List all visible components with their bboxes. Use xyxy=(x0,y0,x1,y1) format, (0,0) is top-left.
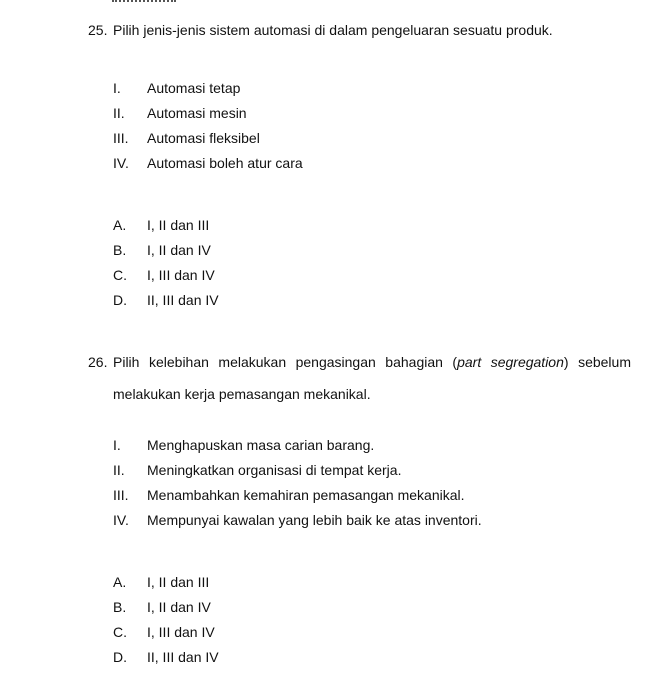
question-word: sebelum xyxy=(578,354,631,370)
statement-list xyxy=(0,76,645,176)
page-top-dotted-rule xyxy=(112,0,176,4)
question-text: Pilih jenis-jenis sistem automasi di dalam pengeluaran sesuatu produk. xyxy=(113,22,553,38)
statement-numeral: II. xyxy=(113,462,125,478)
option-letter: A. xyxy=(113,574,127,590)
answer-option[interactable] xyxy=(0,288,645,313)
option-text: I, II dan III xyxy=(147,217,210,233)
option-letter: B. xyxy=(113,242,127,258)
statement-item xyxy=(0,101,645,126)
option-letter: C. xyxy=(113,624,127,640)
option-text: I, II dan IV xyxy=(147,242,211,258)
statement-numeral: I. xyxy=(113,437,121,453)
statement-numeral: IV. xyxy=(113,512,129,528)
answer-option[interactable] xyxy=(0,570,645,595)
statement-item xyxy=(0,151,645,176)
statement-item xyxy=(0,458,645,483)
option-letter: A. xyxy=(113,217,127,233)
question-26-stem-line-1 xyxy=(0,346,645,378)
statement-text: Automasi tetap xyxy=(147,80,241,96)
answer-option[interactable] xyxy=(0,595,645,620)
statement-text: Automasi mesin xyxy=(147,105,247,121)
statement-text: Automasi boleh atur cara xyxy=(147,155,303,171)
statement-text: Menambahkan kemahiran pemasangan mekanikal. xyxy=(147,487,465,503)
option-text: I, III dan IV xyxy=(147,267,215,283)
question-25 xyxy=(0,14,645,313)
option-text: I, II dan IV xyxy=(147,599,211,615)
option-text: I, II dan III xyxy=(147,574,210,590)
question-number: 25. xyxy=(88,22,108,38)
question-26 xyxy=(0,346,645,670)
question-word: segregation) xyxy=(490,354,569,370)
statement-item xyxy=(0,76,645,101)
statement-text: Meningkatkan organisasi di tempat kerja. xyxy=(147,462,402,478)
question-word: pengasingan xyxy=(295,354,376,370)
statement-text: Menghapuskan masa carian barang. xyxy=(147,437,375,453)
option-text: II, III dan IV xyxy=(147,292,219,308)
statement-numeral: III. xyxy=(113,487,129,503)
question-25-stem xyxy=(0,14,645,46)
question-word: (part xyxy=(452,354,482,370)
statement-numeral: I. xyxy=(113,80,121,96)
question-number: 26. xyxy=(88,354,108,370)
answer-option[interactable] xyxy=(0,620,645,645)
option-letter: B. xyxy=(113,599,127,615)
option-text: II, III dan IV xyxy=(147,649,219,665)
statement-list xyxy=(0,433,645,533)
question-text-line-2: melakukan kerja pemasangan mekanikal. xyxy=(113,386,371,402)
question-word: kelebihan xyxy=(148,354,209,370)
statement-item xyxy=(0,433,645,458)
question-text-line-1 xyxy=(113,346,631,378)
statement-numeral: IV. xyxy=(113,155,129,171)
statement-text: Mempunyai kawalan yang lebih baik ke atas inventori. xyxy=(147,512,482,528)
question-word: melakukan xyxy=(218,354,287,370)
answer-option[interactable] xyxy=(0,263,645,288)
option-text: I, III dan IV xyxy=(147,624,215,640)
statement-numeral: III. xyxy=(113,130,129,146)
statement-numeral: II. xyxy=(113,105,125,121)
question-word: bahagian xyxy=(385,354,443,370)
answer-options xyxy=(0,570,645,670)
statement-item xyxy=(0,508,645,533)
answer-option[interactable] xyxy=(0,213,645,238)
option-letter: C. xyxy=(113,267,127,283)
statement-item xyxy=(0,483,645,508)
statement-item xyxy=(0,126,645,151)
answer-options xyxy=(0,213,645,313)
question-26-stem-line-2 xyxy=(0,378,645,410)
answer-option[interactable] xyxy=(0,238,645,263)
option-letter: D. xyxy=(113,292,127,308)
answer-option[interactable] xyxy=(0,645,645,670)
statement-text: Automasi fleksibel xyxy=(147,130,260,146)
question-word: Pilih xyxy=(113,354,140,370)
option-letter: D. xyxy=(113,649,127,665)
